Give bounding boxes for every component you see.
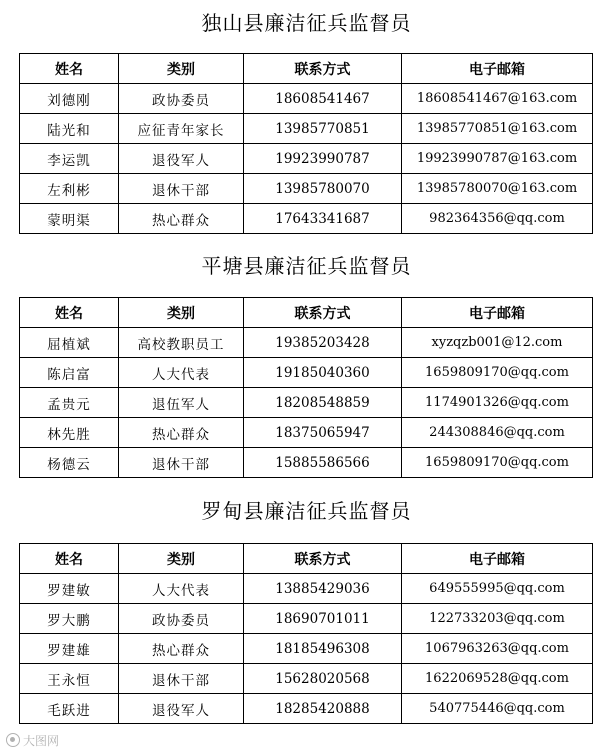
cell-phone: 13885429036 — [244, 574, 402, 604]
cell-name: 罗大鹏 — [20, 604, 119, 634]
cell-name: 罗建雄 — [20, 634, 119, 664]
column-header-email: 电子邮箱 — [402, 54, 593, 84]
cell-category: 热心群众 — [119, 418, 244, 448]
table-header-row — [20, 298, 593, 328]
table-row — [20, 114, 593, 144]
cell-category: 政协委员 — [119, 84, 244, 114]
cell-email: 540775446@qq.com — [402, 694, 593, 724]
cell-name: 毛跃进 — [20, 694, 119, 724]
table-row — [20, 574, 593, 604]
column-header-phone: 联系方式 — [244, 298, 402, 328]
cell-name: 杨德云 — [20, 448, 119, 478]
table-header-row — [20, 54, 593, 84]
cell-category: 退休干部 — [119, 174, 244, 204]
cell-category: 人大代表 — [119, 574, 244, 604]
cell-email: 1622069528@qq.com — [402, 664, 593, 694]
table-row — [20, 634, 593, 664]
table-row — [20, 448, 593, 478]
cell-phone: 13985780070 — [244, 174, 402, 204]
cell-phone: 18185496308 — [244, 634, 402, 664]
cell-name: 陈启富 — [20, 358, 119, 388]
table-row — [20, 418, 593, 448]
table-row — [20, 358, 593, 388]
cell-phone: 18375065947 — [244, 418, 402, 448]
cell-category: 人大代表 — [119, 358, 244, 388]
cell-category: 热心群众 — [119, 204, 244, 234]
column-header-name: 姓名 — [20, 54, 119, 84]
cell-name: 孟贵元 — [20, 388, 119, 418]
cell-email: 13985780070@163.com — [402, 174, 593, 204]
cell-phone: 19385203428 — [244, 328, 402, 358]
watermark — [6, 731, 59, 749]
cell-phone: 15885586566 — [244, 448, 402, 478]
cell-email: 18608541467@163.com — [402, 84, 593, 114]
cell-phone: 15628020568 — [244, 664, 402, 694]
cell-email: 1659809170@qq.com — [402, 448, 593, 478]
cell-category: 退伍军人 — [119, 388, 244, 418]
column-header-email: 电子邮箱 — [402, 544, 593, 574]
cell-phone: 18285420888 — [244, 694, 402, 724]
column-header-category: 类别 — [119, 298, 244, 328]
logo-icon — [6, 733, 20, 747]
cell-category: 高校教职员工 — [119, 328, 244, 358]
cell-phone: 19923990787 — [244, 144, 402, 174]
cell-category: 退役军人 — [119, 694, 244, 724]
cell-email: 982364356@qq.com — [402, 204, 593, 234]
cell-name: 蒙明渠 — [20, 204, 119, 234]
column-header-name: 姓名 — [20, 298, 119, 328]
cell-name: 左利彬 — [20, 174, 119, 204]
cell-name: 王永恒 — [20, 664, 119, 694]
cell-name: 罗建敏 — [20, 574, 119, 604]
cell-category: 退休干部 — [119, 448, 244, 478]
cell-phone: 18208548859 — [244, 388, 402, 418]
table-row — [20, 84, 593, 114]
cell-phone: 18608541467 — [244, 84, 402, 114]
table-row — [20, 328, 593, 358]
table-row — [20, 388, 593, 418]
cell-category: 应征青年家长 — [119, 114, 244, 144]
cell-name: 刘德刚 — [20, 84, 119, 114]
cell-email: 1659809170@qq.com — [402, 358, 593, 388]
cell-email: xyzqzb001@12.com — [402, 328, 593, 358]
table-row — [20, 694, 593, 724]
section-title-luodian: 罗甸县廉洁征兵监督员 — [201, 499, 412, 523]
table-row — [20, 174, 593, 204]
cell-phone: 17643341687 — [244, 204, 402, 234]
cell-name: 李运凯 — [20, 144, 119, 174]
cell-category: 热心群众 — [119, 634, 244, 664]
table-row — [20, 664, 593, 694]
table-row — [20, 204, 593, 234]
table-dushan — [19, 53, 593, 234]
cell-category: 退役军人 — [119, 144, 244, 174]
table-header-row — [20, 544, 593, 574]
cell-name: 陆光和 — [20, 114, 119, 144]
cell-email: 1174901326@qq.com — [402, 388, 593, 418]
column-header-category: 类别 — [119, 54, 244, 84]
column-header-email: 电子邮箱 — [402, 298, 593, 328]
cell-email: 244308846@qq.com — [402, 418, 593, 448]
cell-phone: 19185040360 — [244, 358, 402, 388]
cell-category: 退休干部 — [119, 664, 244, 694]
cell-email: 13985770851@163.com — [402, 114, 593, 144]
column-header-phone: 联系方式 — [244, 54, 402, 84]
cell-category: 政协委员 — [119, 604, 244, 634]
cell-name: 屈植斌 — [20, 328, 119, 358]
column-header-name: 姓名 — [20, 544, 119, 574]
table-pingtang — [19, 297, 593, 478]
table-row — [20, 144, 593, 174]
section-title-dushan: 独山县廉洁征兵监督员 — [201, 11, 412, 35]
cell-email: 122733203@qq.com — [402, 604, 593, 634]
column-header-phone: 联系方式 — [244, 544, 402, 574]
table-row — [20, 604, 593, 634]
watermark-text: 大图网 — [23, 733, 60, 748]
cell-email: 19923990787@163.com — [402, 144, 593, 174]
column-header-category: 类别 — [119, 544, 244, 574]
cell-phone: 18690701011 — [244, 604, 402, 634]
cell-phone: 13985770851 — [244, 114, 402, 144]
cell-name: 林先胜 — [20, 418, 119, 448]
cell-email: 1067963263@qq.com — [402, 634, 593, 664]
section-title-pingtang: 平塘县廉洁征兵监督员 — [201, 254, 412, 278]
cell-email: 649555995@qq.com — [402, 574, 593, 604]
table-luodian — [19, 543, 593, 724]
